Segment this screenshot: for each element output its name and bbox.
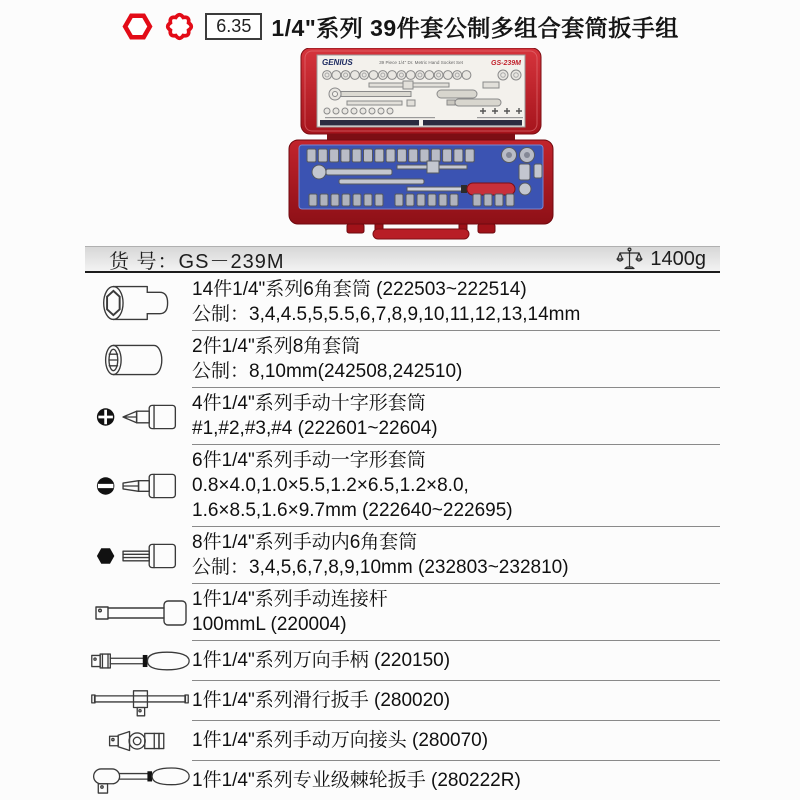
item-number-bar: [85, 246, 720, 273]
item-number-label: 货 号：GS－239M: [109, 250, 285, 273]
item-sizes: 100mmL (220004): [192, 614, 347, 635]
socket-6pt-icon: [88, 274, 192, 331]
list-item: [88, 527, 720, 584]
model-text: GS-239M: [491, 60, 521, 67]
card-title-text: 39 Piece 1/4" Dr. Metric Hand Socket Set: [379, 60, 463, 65]
hex-bit-socket-icon: [88, 527, 192, 584]
list-item: [88, 274, 720, 331]
item-title: 2件1/4"系列8角套筒: [192, 336, 361, 357]
item-title: 4件1/4"系列手动十字形套筒: [192, 393, 426, 414]
case-latch: [347, 224, 364, 233]
list-item: [88, 681, 720, 721]
list-item: [88, 584, 720, 641]
universal-spinner-handle-icon: [88, 641, 192, 681]
hex-socket-profile-icon: [121, 10, 154, 43]
item-title: 6件1/4"系列手动一字形套筒: [192, 450, 426, 471]
item-sizes: 公制：8,10mm(242508,242510): [192, 361, 463, 382]
list-item: [88, 445, 720, 527]
extension-bar-icon: [88, 584, 192, 641]
socket-8pt-icon: [88, 331, 192, 388]
item-sizes: 公制：3,4,4.5,5,5.5,6,7,8,9,10,11,12,13,14mm: [192, 304, 581, 325]
sliding-t-bar-icon: [88, 681, 192, 721]
item-title: 1件1/4"系列手动连接杆: [192, 589, 388, 610]
list-item: [88, 388, 720, 445]
list-item: [88, 331, 720, 388]
item-title: 1件1/4"系列专业级棘轮扳手 (280222R): [192, 770, 521, 791]
spec-list: [88, 274, 720, 800]
spline-socket-profile-icon: [163, 10, 196, 43]
item-title: 14件1/4"系列6角套筒 (222503~222514): [192, 279, 527, 300]
list-item: [88, 721, 720, 761]
item-sizes: #1,#2,#3,#4 (222601~22604): [192, 418, 438, 439]
list-item: [88, 641, 720, 681]
weight-display: [616, 247, 706, 272]
item-title: 1件1/4"系列万向手柄 (220150): [192, 650, 451, 671]
weight-value: 1400g: [650, 247, 706, 270]
ratchet-wrench-icon: [88, 761, 192, 800]
item-title: 1件1/4"系列滑行扳手 (280020): [192, 690, 451, 711]
balance-scale-icon: [616, 247, 643, 272]
list-item: [88, 761, 720, 800]
product-photo: [287, 48, 555, 240]
slotted-bit-socket-icon: [88, 445, 192, 527]
brand-text: GENIUS: [322, 58, 353, 67]
page-title: 1/4"系列 39件套公制多组合套筒扳手组: [271, 14, 679, 41]
phillips-bit-socket-icon: [88, 388, 192, 445]
case-handle: [373, 229, 469, 239]
item-title: 1件1/4"系列手动万向接头 (280070): [192, 730, 489, 751]
item-sizes: 1.6×8.5,1.6×9.7mm (222640~222695): [192, 500, 513, 521]
universal-joint-icon: [88, 721, 192, 761]
case-hinge: [327, 134, 515, 140]
item-sizes: 公制：3,4,5,6,7,8,9,10mm (232803~232810): [192, 557, 569, 578]
item-title: 8件1/4"系列手动内6角套筒: [192, 532, 418, 553]
case-latch: [478, 224, 495, 233]
item-sizes: 0.8×4.0,1.0×5.5,1.2×6.5,1.2×8.0,: [192, 475, 469, 496]
case-lid: [301, 48, 541, 134]
page-header: [0, 6, 800, 46]
case-bottom: [289, 140, 553, 239]
drive-size-badge: 6.35: [205, 13, 262, 40]
